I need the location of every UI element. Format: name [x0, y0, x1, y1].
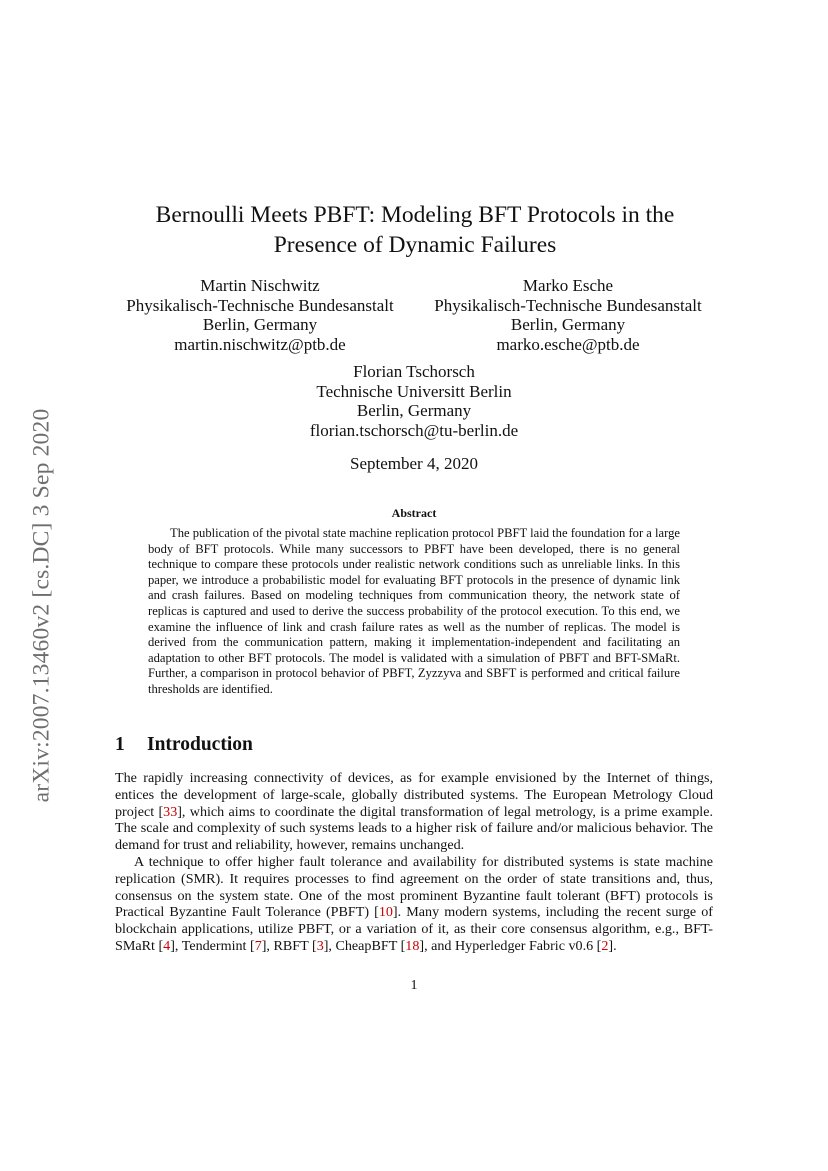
text-run: ], and Hyperledger Fabric v0.6 [: [419, 937, 602, 954]
text-run: The rapidly increasing connectivity of devices, as for example envisioned by the Internet of things, entices the development of large-scale, globally distributed systems. The European Metrology Cloud project [: [115, 770, 713, 820]
abstract-heading: Abstract: [391, 506, 437, 520]
text-run: ].: [608, 937, 617, 954]
citation-link[interactable]: 4: [163, 937, 171, 954]
text-run: ], which aims to coordinate the digital transformation of legal metrology, is a prime example. The scale and complexity of such systems leads to a higher risk of failure and/or malicious behavior. The demand for trust and reliability, however, remains unchanged.: [115, 803, 713, 854]
text-run: ], RBFT [: [261, 937, 317, 954]
page-number: 1: [410, 978, 418, 993]
paragraph-1: [115, 770, 713, 854]
author-name: Martin Nischwitz: [200, 276, 320, 295]
author-email[interactable]: florian.tschorsch@tu-berlin.de: [309, 421, 519, 441]
abstract-text: The publication of the pivotal state machine replication protocol PBFT laid the foundation for a large body of BFT protocols. While many successors to PBFT have been developed, there is no general technique to compare these protocols under realistic network conditions such as unreliable links. In this paper, we introduce a probabilistic model for evaluating BFT protocols in the presence of dynamic link and crash failures. Based on modeling techniques from communication theory, the network state of replicas is captured and used to derive the success probability of the protocol execution. To this end, we examine the influence of link and crash failure rates as well as the number of replicas. The model is derived from the communication pattern, making it implementation-independent and facilitating an adaptation to other BFT protocols. The model is validated with a simulation of PBFT and BFT-SMaRt. Further, a comparison in protocol behavior of PBFT, Zyzzyva and SBFT is performed and critical failure thresholds are identified.: [148, 526, 680, 696]
paper-title: [115, 200, 715, 260]
citation-link[interactable]: 2: [601, 937, 609, 954]
text-run: ], Tendermint [: [170, 937, 255, 954]
author-block-1: [110, 276, 410, 355]
author-location: Berlin, Germany: [356, 401, 472, 421]
publication-date: September 4, 2020: [350, 454, 478, 473]
section-number: 1: [115, 734, 125, 755]
author-affiliation: Physikalisch-Technische Bundesanstalt: [126, 295, 394, 315]
author-block-3: [264, 362, 564, 441]
author-affiliation: Physikalisch-Technische Bundesanstalt: [434, 295, 702, 315]
text-run: ], CheapBFT [: [323, 937, 406, 954]
title-line-2: Presence of Dynamic Failures: [273, 232, 557, 258]
text-run: A technique to offer higher fault tolerance and availability for distributed systems is state machine replication (SMR). It requires processes to find agreement on the order of state transitions and, thus, consensus on the system state. One of the most prominent Byzantine fault tolerant (BFT) protocols is Practical Byzantine Fault Tolerance (PBFT) [: [115, 854, 713, 921]
section-title: Introduction: [147, 734, 253, 755]
author-block-2: [418, 276, 718, 355]
citation-link[interactable]: 10: [378, 904, 393, 921]
paragraph-2: [115, 854, 713, 955]
citation-link[interactable]: 33: [163, 803, 178, 820]
author-email[interactable]: marko.esche@ptb.de: [496, 335, 640, 355]
author-location: Berlin, Germany: [202, 315, 318, 335]
author-name: Marko Esche: [522, 276, 614, 295]
section-heading: [115, 734, 253, 756]
title-line-1: Bernoulli Meets PBFT: Modeling BFT Protocols in the: [155, 202, 675, 228]
text-run: ]. Many modern systems, including the recent surge of blockchain applications, utilize PBFT, or a variation of it, as their core consensus algorithm, e.g., BFT-SMaRt [: [115, 904, 713, 954]
arxiv-id: arXiv:2007.13460v2 [cs.DC] 3 Sep 2020: [28, 408, 55, 802]
citation-link[interactable]: 18: [405, 937, 420, 954]
author-affiliation: Technische Universitt Berlin: [316, 381, 512, 401]
arxiv-watermark: [22, 370, 62, 840]
citation-link[interactable]: 3: [316, 937, 324, 954]
author-location: Berlin, Germany: [510, 315, 626, 335]
author-name: Florian Tschorsch: [353, 362, 475, 381]
author-email[interactable]: martin.nischwitz@ptb.de: [174, 335, 346, 355]
citation-link[interactable]: 7: [254, 937, 262, 954]
